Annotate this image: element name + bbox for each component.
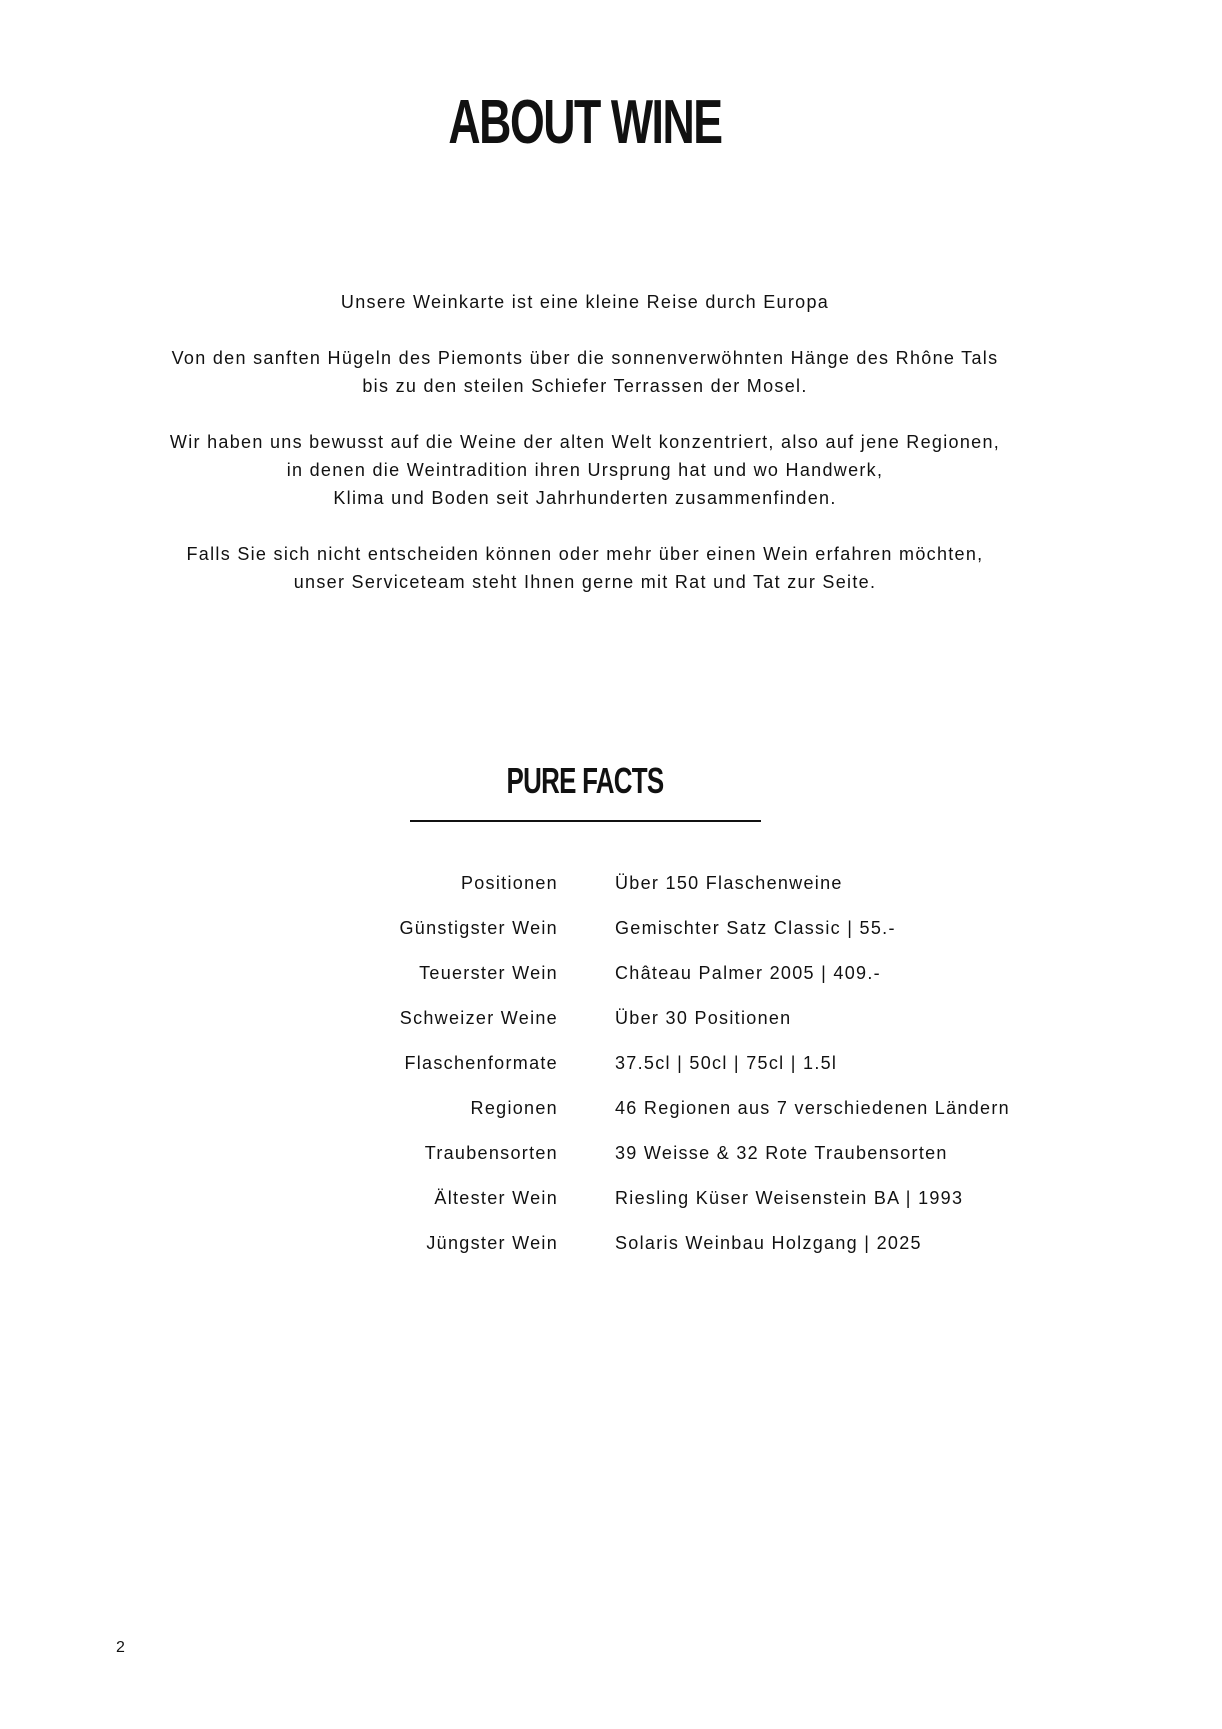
fact-row-aeltester-wein — [0, 1187, 1170, 1232]
facts-title: PURE FACTS — [506, 760, 664, 801]
fact-value: 39 Weisse & 32 Rote Traubensorten — [615, 1143, 948, 1163]
fact-label: Traubensorten — [424, 1143, 558, 1163]
fact-row-traubensorten — [0, 1142, 1170, 1187]
intro-paragraph — [0, 344, 1170, 400]
intro-line: Falls Sie sich nicht entscheiden können oder mehr über einen Wein erfahren möchten, — [186, 544, 984, 564]
fact-label: Flaschenformate — [404, 1053, 558, 1073]
intro-paragraph — [0, 288, 1170, 316]
intro-line: Klima und Boden seit Jahrhunderten zusammenfinden. — [333, 488, 837, 508]
fact-row-positionen — [0, 872, 1170, 917]
facts-divider — [410, 820, 761, 822]
page-number: 2 — [116, 1639, 125, 1656]
fact-label: Ältester Wein — [434, 1188, 558, 1208]
fact-value: 37.5cl | 50cl | 75cl | 1.5l — [615, 1053, 838, 1073]
intro-line: unser Serviceteam steht Ihnen gerne mit Rat und Tat zur Seite. — [293, 572, 877, 592]
intro-text — [0, 288, 1170, 624]
fact-label: Jüngster Wein — [426, 1233, 558, 1253]
intro-line: Von den sanften Hügeln des Piemonts über die sonnenverwöhnten Hänge des Rhône Tals — [171, 348, 999, 368]
fact-label: Schweizer Weine — [399, 1008, 558, 1028]
intro-line: bis zu den steilen Schiefer Terrassen der Mosel. — [362, 376, 808, 396]
intro-line: Unsere Weinkarte ist eine kleine Reise durch Europa — [340, 292, 830, 312]
fact-label: Regionen — [470, 1098, 558, 1118]
fact-value: Über 150 Flaschenweine — [615, 873, 843, 893]
intro-paragraph — [0, 428, 1170, 512]
fact-value: Gemischter Satz Classic | 55.- — [615, 918, 896, 938]
intro-paragraph — [0, 540, 1170, 596]
fact-row-regionen — [0, 1097, 1170, 1142]
fact-row-guenstigster-wein — [0, 917, 1170, 962]
intro-line: in denen die Weintradition ihren Ursprung hat und wo Handwerk, — [286, 460, 884, 480]
fact-row-juengster-wein — [0, 1232, 1170, 1277]
fact-label: Teuerster Wein — [419, 963, 558, 983]
fact-value: Solaris Weinbau Holzgang | 2025 — [615, 1233, 922, 1253]
intro-line: Wir haben uns bewusst auf die Weine der alten Welt konzentriert, also auf jene Regionen, — [169, 432, 1001, 452]
fact-label: Positionen — [460, 873, 558, 893]
fact-value: Château Palmer 2005 | 409.- — [615, 963, 881, 983]
page-title: ABOUT WINE — [448, 88, 722, 157]
fact-row-flaschenformate — [0, 1052, 1170, 1097]
fact-value: Über 30 Positionen — [615, 1008, 792, 1028]
fact-row-schweizer-weine — [0, 1007, 1170, 1052]
fact-value: 46 Regionen aus 7 verschiedenen Ländern — [615, 1098, 1010, 1118]
fact-value: Riesling Küser Weisenstein BA | 1993 — [615, 1188, 964, 1208]
facts-list — [0, 872, 1170, 1277]
fact-label: Günstigster Wein — [399, 918, 558, 938]
fact-row-teuerster-wein — [0, 962, 1170, 1007]
